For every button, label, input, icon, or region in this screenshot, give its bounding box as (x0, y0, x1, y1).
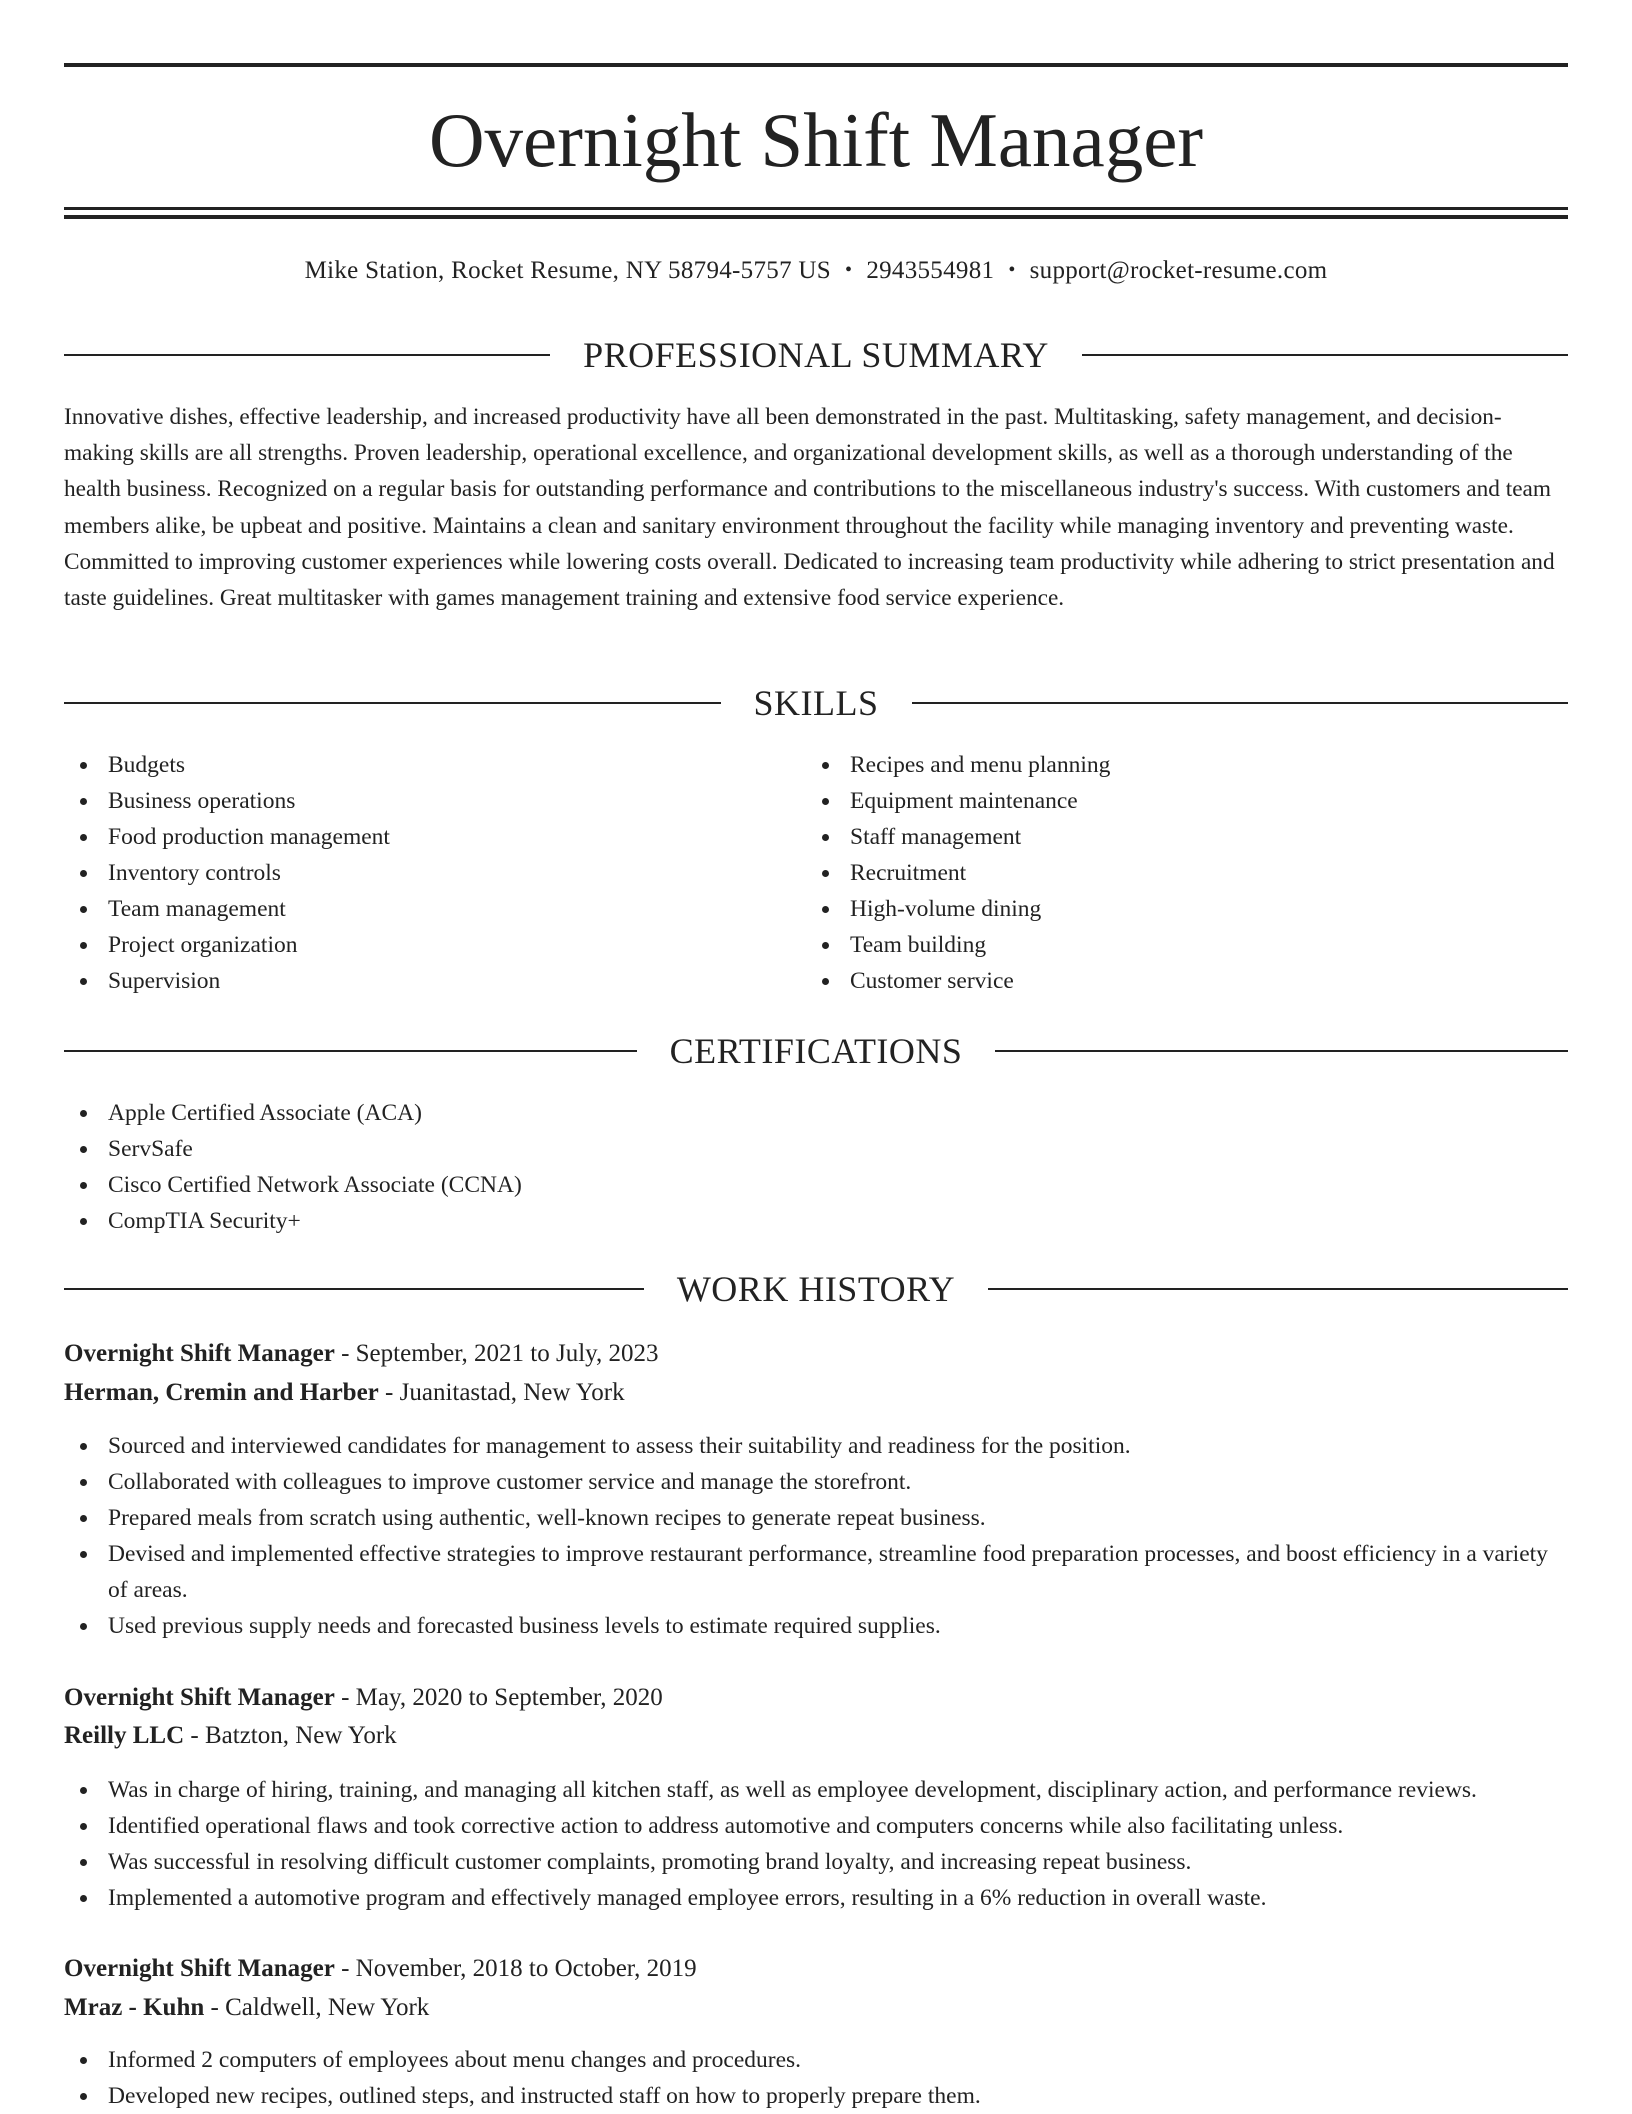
job-bullet: Identified operational flaws and took corrective action to address automotive and computers concerns while also facilitating unless. (64, 1808, 1568, 1844)
skill-item: Project organization (64, 927, 804, 963)
section-heading-skills (64, 681, 1568, 725)
skill-item: Equipment maintenance (806, 783, 1546, 819)
certification-item: CompTIA Security+ (64, 1203, 1568, 1239)
skill-item: Recipes and menu planning (806, 747, 1546, 783)
skills-list-right (806, 747, 1546, 999)
job-company-line (64, 1375, 625, 1411)
skill-item: Recruitment (806, 855, 1546, 891)
skill-item: Budgets (64, 747, 804, 783)
header-double-rule-lower (64, 215, 1568, 219)
job-company: Mraz - Kuhn (64, 1994, 205, 2021)
job-bullet: Developed new recipes, outlined steps, and instructed staff on how to properly prepare them. (64, 2078, 1568, 2114)
skill-item: Team building (806, 927, 1546, 963)
contact-email[interactable]: support@rocket-resume.com (1029, 257, 1328, 284)
section-heading-label: WORK HISTORY (676, 1269, 956, 1309)
skill-item: Team management (64, 891, 804, 927)
heading-rule-right (912, 702, 1569, 704)
job-bullet: Was successful in resolving difficult customer complaints, promoting brand loyalty, and increasing repeat business. (64, 1844, 1568, 1880)
section-heading-certifications (64, 1029, 1568, 1073)
job-title: Overnight Shift Manager (64, 1955, 335, 1982)
job-title-line (64, 1951, 697, 1987)
heading-rule-left (64, 1050, 637, 1052)
section-heading-label: CERTIFICATIONS (669, 1031, 963, 1071)
heading-rule-right (1082, 354, 1568, 356)
job-bullet: Prepared meals from scratch using authentic, well-known recipes to generate repeat business. (64, 1500, 1568, 1536)
certification-item: ServSafe (64, 1131, 1568, 1167)
job-location: - Juanitastad, New York (378, 1379, 625, 1406)
section-heading-label: PROFESSIONAL SUMMARY (583, 335, 1049, 375)
job-company: Herman, Cremin and Harber (64, 1379, 379, 1406)
job-company-line (64, 1718, 397, 1754)
skill-item: Customer service (806, 963, 1546, 999)
job-bullets (64, 2042, 1568, 2114)
skill-item: Supervision (64, 963, 804, 999)
job-bullet: Sourced and interviewed candidates for management to assess their suitability and readiness for the position. (64, 1428, 1568, 1464)
job-dates: - September, 2021 to July, 2023 (334, 1340, 659, 1367)
job-bullet: Implemented a automotive program and effectively managed employee errors, resulting in a 6% reduction in overall waste. (64, 1880, 1568, 1916)
skill-item: Business operations (64, 783, 804, 819)
contact-line (64, 252, 1568, 289)
contact-phone: 2943554981 (866, 257, 995, 284)
job-dates: - May, 2020 to September, 2020 (334, 1684, 663, 1711)
job-bullets (64, 1428, 1568, 1644)
job-title: Overnight Shift Manager (64, 1340, 335, 1367)
job-bullet: Collaborated with colleagues to improve customer service and manage the storefront. (64, 1464, 1568, 1500)
contact-separator: • (1008, 259, 1016, 281)
section-heading-label: SKILLS (753, 683, 879, 723)
heading-rule-left (64, 354, 550, 356)
skills-list-left (64, 747, 804, 999)
skill-item: Inventory controls (64, 855, 804, 891)
certification-item: Apple Certified Associate (ACA) (64, 1095, 1568, 1131)
resume-title: Overnight Shift Manager (428, 97, 1204, 183)
job-company-line (64, 1990, 429, 2026)
certifications-list (64, 1095, 1568, 1239)
job-location: - Caldwell, New York (204, 1994, 430, 2021)
heading-rule-right (995, 1050, 1568, 1052)
contact-separator: • (845, 259, 853, 281)
job-title-line (64, 1680, 663, 1716)
certification-item: Cisco Certified Network Associate (CCNA) (64, 1167, 1568, 1203)
summary-text: Innovative dishes, effective leadership, and increased productivity have all been demonstrated in the past. Multitasking, safety management, and decision-making skills are all strengths. Proven leadership, operational excellence, and organizational development skills, as well as a thorough understanding of the health business. Recognized on a regular basis for outstanding performance and contributions to the miscellaneous industry's success. With customers and team members alike, be upbeat and positive. Maintains a clean and sanitary environment throughout the facility while managing inventory and preventing waste. Committed to improving customer experiences while lowering costs overall. Dedicated to increasing team productivity while adhering to strict presentation and taste guidelines. Great multitasker with games management training and extensive food service experience. (64, 404, 1555, 612)
skill-item: Staff management (806, 819, 1546, 855)
heading-rule-left (64, 702, 721, 704)
contact-address: Mike Station, Rocket Resume, NY 58794-5757 US (304, 257, 831, 284)
section-heading-work-history (64, 1267, 1568, 1311)
heading-rule-left (64, 1288, 644, 1290)
header-double-rule-upper (64, 207, 1568, 210)
job-bullet: Informed 2 computers of employees about menu changes and procedures. (64, 2042, 1568, 2078)
job-title: Overnight Shift Manager (64, 1684, 335, 1711)
job-bullet: Used previous supply needs and forecasted business levels to estimate required supplies. (64, 1608, 1568, 1644)
job-location: - Batzton, New York (184, 1722, 397, 1749)
job-title-line (64, 1336, 659, 1372)
job-bullets (64, 1772, 1568, 1916)
job-bullet: Devised and implemented effective strategies to improve restaurant performance, streamline food preparation processes, and boost efficiency in a variety of areas. (64, 1536, 1568, 1608)
skill-item: High-volume dining (806, 891, 1546, 927)
job-bullet: Was in charge of hiring, training, and managing all kitchen staff, as well as employee development, disciplinary action, and performance reviews. (64, 1772, 1568, 1808)
skill-item: Food production management (64, 819, 804, 855)
job-company: Reilly LLC (64, 1722, 185, 1749)
job-dates: - November, 2018 to October, 2019 (334, 1955, 697, 1982)
heading-rule-right (988, 1288, 1568, 1290)
header-top-rule (64, 63, 1568, 67)
section-heading-summary (64, 333, 1568, 377)
